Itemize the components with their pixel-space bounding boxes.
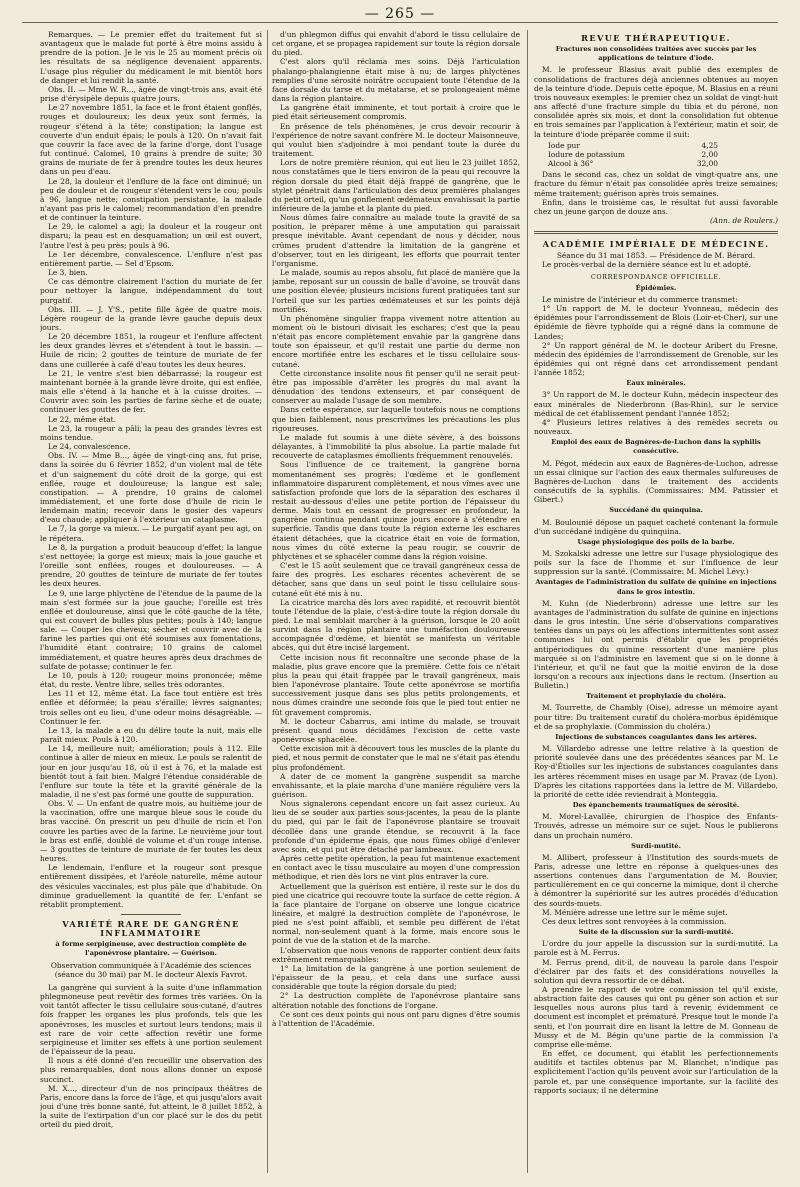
paragraph: Un phénomène singulier frappa vivement notre attention au moment où le bistouri divisait les eschares; c'est que la peau n'était pas encore complètement envahie par la gangrène dans toute son épaisseur, et qu'il restait une partie du derme non encore mortifiée entre les eschares et le tissu cellulaire sous-cutané. bbox=[272, 313, 520, 369]
paragraph: 1° Un rapport de M. le docteur Yvonneau, médecin des épidémies pour l'arrondissement de Blois (Loir-et-Cher), sur une épidémie de fièvre typhoïde qui a régné dans la commune de Landes; bbox=[534, 304, 778, 341]
paragraph: Le 27 novembre 1851, la face et le front étaient gonflés, rouges et douloureux; les deux yeux sont fermés, la rougeur s'étend à la tête; constipation; la langue est couverte d'un enduit épais; le pouls à 120. On n'avait fait que couvrir la face avec de la farine d'orge, dont l'usage fut continué. Calomel, 10 grains à prendre de suite; 30 grains de muriate de fer à prendre toutes les deux heures dans un peu d'eau. bbox=[40, 103, 262, 177]
paragraph: Les 11 et 12, même état. La face tout entière est très enflée et déformée; la peau s'éraille; lèvres saignantes; trois selles ont eu lieu, d'une odeur moins désagréable. — Continuer le fer. bbox=[40, 689, 262, 726]
paragraph: M. Tourrette, de Chambly (Oise), adresse un mémoire ayant pour titre: Du traitement curatif du choléra-morbus épidémique et de sa prophylaxie. (Commission du choléra.) bbox=[534, 703, 778, 731]
revue-title: REVUE THÉRAPEUTIQUE. bbox=[581, 33, 731, 43]
paragraph: M. Allibert, professeur à l'Institution des sourds-muets de Paris, adresse une lettre en réponse à quelques-unes des assertions contenues dans l'argumentation de M. Bouvier, particulièrement en ce qui concerne la mimique, dont il cherche à démontrer la supériorité sur les autres procédés d'éducation des sourds-muets. bbox=[534, 852, 778, 908]
paragraph: La gangrène qui survient à la suite d'une inflammation phlegmoneuse peut revêtir des formes très variées. On la voit tantôt affecter le tissu cellulaire sous-cutané, d'autres fois frapper les organes les plus profonds, tels que les aponévroses, les muscles et surtout leurs tendons; mais il est rare de voir cette affection revêtir une forme serpigineuse et limiter ses effets à une portion seulement de l'épaisseur de la peau. bbox=[40, 982, 262, 1057]
paragraph: Le 1er décembre, convalescence. L'enflure n'est pas entièrement partie. — Sel d'Epsom. bbox=[40, 249, 262, 268]
revue-subtitle: Fractures non consolidées traitées avec succès par les applications de teinture d'iode. bbox=[555, 45, 757, 63]
paragraph: C'est le 15 août seulement que ce travail gangréneux cessa de faire des progrès. Les eschares récentes achevèrent de se détacher, sans que dans un seul point le tissu cellulaire sous-cutané eût été mis à nu. bbox=[272, 561, 520, 598]
paragraph: La cicatrice marcha dès lors avec rapidité, et recouvrit bientôt toute l'étendue de la plaie, c'est-à-dire toute la région dorsale du pied. Le mal semblait marcher à la guérison, lorsque le 20 août survint dans la région plantaire une tuméfaction douloureuse accompagnée d'œdème, et bientôt se manifesta un véritable abcès, qui dut être incisé largement. bbox=[272, 597, 520, 653]
section-rule bbox=[121, 914, 181, 915]
paragraph: M. le professeur Blasius avait publié des exemples de consolidations de fractures déjà anciennes obtenues au moyen de la teinture d'iode. Depuis cette époque, M. Blasius en a réuni trois nouveaux exemples: le premier chez un soldat de vingt-huit ans affecté d'une fracture simple du tibia et du péroné, non consolidée après six mois, et dont la consolidation fut obtenue en trois semaines par l'application à l'extérieur, matin et soir, de la teinture d'iode préparée comme il suit: bbox=[534, 65, 778, 139]
paragraph: Remarques. — Le premier effet du traitement fut si avantageux que le malade fut porté à être moins assidu à prendre de la potion. Je le vis le 25 au moment précis où les résultats de sa négligence devenaient apparents. L'usage plus régulier du médicament le mit bientôt hors de danger et lui rendit la santé. bbox=[40, 30, 262, 85]
section-subtitle: à forme serpigineuse, avec destruction complète de l'aponévrose plantaire. — Guérison. bbox=[55, 940, 247, 958]
source-citation: (Ann. de Roulers.) bbox=[710, 215, 778, 225]
paragraph: Le 8, la purgation a produit beaucoup d'effet; la langue s'est nettoyée; la gorge est mieux; mais la joue gauche et l'oreille sont enflées, rouges et douloureuses. — A prendre, 20 gouttes de teinture de muriate de fer toutes les deux heures. bbox=[40, 542, 262, 589]
subsection-heading: Des épanchements traumatiques de sérosité. bbox=[572, 801, 740, 810]
column-right bbox=[534, 30, 778, 1173]
paragraph: M. Morel-Lavallée, chirurgien de l'hospice des Enfants-Trouvés, adresse un mémoire sur ce sujet. Nous le publierons dans un prochain numéro. bbox=[534, 812, 778, 840]
paragraph: M. Villardebo adresse une lettre relative à la question de priorité soulevée dans une des précédentes séances par M. Le Roy-d'Étiolles sur les injections de substances coagulantes dans les artères récemment mises en usage par M. Pravaz (de Lyon). D'après les citations rapportées dans la lettre de M. Villardebo, la priorité de cette idée reviendrait à Monteggia. bbox=[534, 744, 778, 799]
paragraph: 3° Un rapport de M. le docteur Kuhn, médecin inspecteur des eaux minérales de Niederbronn (Bas-Rhin), sur le service médical de cet établissement pendant l'année 1852; bbox=[534, 390, 778, 418]
paragraph: Le malade, soumis au repos absolu, fut placé de manière que la jambe, reposant sur un coussin de balle d'avoine, se trouvât dans une position élevée; plusieurs incisions furent pratiquées tant sur l'orteil que sur les parties œdémateuses et sur les points déjà mortifiés. bbox=[272, 268, 520, 314]
paragraph: Le 28, la douleur et l'enflure de la face ont diminué; un peu de douleur et de rougeur s'étendent vers le cou; pouls à 96, langue nette; constipation persistante, la malade n'ayant pas pris le calomel; recommandation d'en prendre et de continuer la teinture. bbox=[40, 176, 262, 223]
section-rule bbox=[534, 231, 778, 234]
paragraph: 2° La destruction complète de l'aponévrose plantaire sans altération notable des fonctions de l'organe. bbox=[272, 991, 520, 1010]
paragraph: Le 10, pouls à 120; rougeur moins prononcée; même état, du reste. Ventre libre, selles très odorantes. bbox=[40, 670, 262, 690]
paragraph: Le ministre de l'intérieur et du commerce transmet: bbox=[542, 294, 738, 304]
paragraph: Le 23, la rougeur a pâli; la peau des grandes lèvres est moins tendue. bbox=[40, 423, 262, 442]
paragraph: En présence de tels phénomènes, je crus devoir recourir à l'expérience de notre savant confrère M. le docteur Maisonneuve, qui voulut bien s'adjoindre à moi pendant toute la durée du traitement. bbox=[272, 121, 520, 159]
paragraph: Le malade fut soumis à une diète sévère, à des boissons délayantes, à l'immobilité la plus absolue. La partie malade fut recouverte de cataplasmes émollients fréquemment renouvelés. bbox=[272, 432, 520, 461]
subsection-heading: Traitement et prophylaxie du choléra. bbox=[586, 692, 726, 701]
paragraph: Le 7, la gorge va mieux. — Le purgatif ayant peu agi, on le répétera. bbox=[40, 524, 262, 543]
page-number: — 265 — bbox=[364, 6, 436, 22]
paragraph: M. Kuhn (de Niederbronn) adresse une lettre sur les avantages de l'administration du sulfate de quinine en injections dans le gros intestin. Une série d'observations comparatives tentées dans un pays où les affections intermittentes sont assez communes lui ont permis d'établir que les propriétés antipériodiques du quinine ressortent d'une manière plus marquée si on l'administre en lavement que si on le donne à l'intérieur, et qu'il ne faut que la moitié environ de la dose lorsqu'on a recours aux injections dans le rectum. (Insertion au Bulletin.) bbox=[534, 598, 778, 691]
paragraph: Obs. II. — Mme W. R..., âgée de vingt-trois ans, avait été prise d'érysipèle depuis quatre jours. bbox=[40, 84, 262, 104]
paragraph: Le 13, la malade a eu du délire toute la nuit, mais elle paraît mieux. Pouls à 120. bbox=[40, 725, 262, 745]
paragraph: Le 21, le ventre s'est bien débarrassé; la rougeur est maintenant bornée à la grande lèvre droite, qui est enflée, mais elle s'étend à la hanche et à la cuisse droites. — Couvrir avec soin les parties de farine sèche et de ouate; continuer les gouttes de fer. bbox=[40, 368, 262, 415]
paragraph: La gangrène était imminente, et tout portait à croire que le pied était sérieusement compromis. bbox=[272, 103, 520, 122]
subsection-heading: Eaux minérales. bbox=[626, 379, 686, 388]
paragraph: Sous l'influence de ce traitement, la gangrène borna momentanément ses progrès; l'œdème et le gonflement inflammatoire disparurent complètement, et nous vîmes avec une satisfaction profonde que lors de la séparation des eschares il restait au-dessous d'elles une petite portion de l'épaisseur du derme. Mais tout en cessant de progresser en profondeur, la gangrène continua pendant quinze jours encore à s'étendre en superficie. Tandis que dans toute la région externe les eschares étaient détachées, que la cicatrice était en voie de formation, nous vîmes du côté externe la peau rougir, se couvrir de phlyctènes et se sphacéler comme dans la région voisine. bbox=[272, 460, 520, 561]
paragraph: M. X..., directeur d'un de nos principaux théâtres de Paris, encore dans la force de l'âge, et qui jusqu'alors avait joui d'une très bonne santé, fut atteint, le 8 juillet 1852, à la suite de l'extirpation d'un cor placé sur le dos du petit orteil du pied droit, bbox=[40, 1083, 262, 1130]
paragraph: Lors de notre première réunion, qui eut lieu le 23 juillet 1852, nous constatâmes que le tiers environ de la peau qui recouvre la région dorsale du pied était déjà frappé de gangrène, que le stylet pénétrait dans l'articulation des deux premières phalanges du petit orteil, qu'un gonflement œdémateux envahissait la partie inférieure de la jambe et la plante du pied. bbox=[272, 158, 520, 213]
header-rule bbox=[22, 22, 778, 23]
paragraph: Le 9, une large phlyctène de l'étendue de la paume de la main s'est formée sur la joue gauche; l'oreille est très enflée et douloureuse, ainsi que le côté gauche de la tête, qui est couvert de bulles plus petites; pouls à 140; langue sale. — Couper les cheveux; sécher et couvrir avec de la farine les parties qui ont été soumises aux fomentations, l'humidité étant contraire; 10 grains de calomel immédiatement, et quatre heures après deux drachmes de sulfate de potasse; continuer le fer. bbox=[40, 588, 262, 671]
academy-title: ACADÉMIE IMPÉRIALE DE MÉDECINE. bbox=[542, 239, 770, 250]
paragraph: Actuellement que la guérison est entière, il reste sur le dos du pied une cicatrice qui recouvre toute la surface de cette région. A la face plantaire de l'organe on observe une longue cicatrice linéaire, et malgré la destruction complète de l'aponévrose, le pied ne s'est point affaibli, et semble peu différent de l'état normal, non-seulement quant à la forme, mais encore sous le point de vue de la station et de la marche. bbox=[272, 881, 520, 946]
paragraph: Cette excision mit à découvert tous les muscles de la plante du pied, et nous permit de constater que le mal ne s'était pas étendu plus profondément. bbox=[272, 744, 520, 772]
paragraph: M. Ménière adresse une lettre sur le même sujet. bbox=[542, 907, 728, 917]
formula-row: Alcool à 36° 32,00 bbox=[548, 159, 718, 169]
column-divider-1 bbox=[267, 30, 268, 1173]
formula bbox=[548, 141, 778, 168]
paragraph: Il nous a été donné d'en recueillir une observation des plus remarquables, dont nous allons donner un exposé succinct. bbox=[40, 1056, 262, 1084]
paragraph: Le 22, même état. bbox=[48, 414, 116, 424]
paragraph: L'observation que nous venons de rapporter contient deux faits extrêmement remarquables: bbox=[272, 945, 520, 964]
paragraph: M. Ferrus prend, dit-il, de nouveau la parole dans l'espoir d'éclairer par des faits et des considérations nouvelles la solution qui devra ressortir de ce débat. bbox=[534, 957, 778, 985]
subsection-heading: Surdi-mutité. bbox=[631, 841, 681, 850]
paragraph: Le 14, meilleure nuit; amélioration; pouls à 112. Elle continue à aller de mieux en mieux. Le pouls se ralentit de jour en jour jusqu'au 18, où il est à 76, et la malade est bientôt tout à fait bien. Malgré l'étendue considérable de l'enflure sur toute la tête et la gravité générale de la maladie, il ne s'est pas formé une goutte de suppuration. bbox=[40, 744, 262, 799]
paragraph: Ce cas démontre clairement l'action du muriate de fer pour nettoyer la langue, indépendamment du tout purgatif. bbox=[40, 277, 262, 305]
paragraph: Le 24, convalescence. bbox=[48, 442, 131, 452]
subsection-heading: Suite de la discussion sur la surdi-mutité. bbox=[578, 928, 734, 937]
paragraph: Le 20 décembre 1851, la rougeur et l'enflure affectent les deux grandes lèvres et s'étendent à tout le bassin. — Huile de ricin; 2 gouttes de teinture de muriate de fer dans une cuillerée à café d'eau toutes les deux heures. bbox=[40, 332, 262, 369]
paragraph: Obs. III. — J. Y'S., petite fille âgée de quatre mois. Légère rougeur de la grande lèvre gauche depuis deux jours. bbox=[40, 304, 262, 332]
paragraph: En effet, ce document, qui établit les perfectionnements auditifs et tactiles obtenus par M. Blanchet, n'indique pas explicitement l'action qu'ils peuvent avoir sur l'articulation de la parole et, par une conséquence importante, sur la facilité des rapports sociaux; il ne détermine bbox=[534, 1049, 778, 1095]
paragraph: d'un phlegmon diffus qui envahit d'abord le tissu cellulaire de cet organe, et se propagea rapidement sur toute la région dorsale du pied. bbox=[272, 30, 520, 58]
paragraph: M. Szokalski adresse une lettre sur l'usage physiologique des poils sur la face de l'homme et sur l'influence de leur suppression sur la santé. (Commissaire: M. Michel Lévy.) bbox=[534, 548, 778, 577]
subsection-heading: Emploi des eaux de Bagnères-de-Luchon dans la syphilis consécutive. bbox=[551, 438, 761, 456]
paragraph: Le 3, bien. bbox=[48, 268, 88, 278]
section-attribution: Observation communiquée à l'Académie des sciences (séance du 30 mai) par M. le docteur Alexis Favrot. bbox=[50, 960, 252, 979]
session-line: Séance du 31 mai 1853. — Présidence de M. Bérard. bbox=[556, 251, 756, 261]
paragraph: 2° Un rapport général de M. le docteur Aribert du Fresne, médecin des épidémies de l'arrondissement de Grenoble, sur les épidémies qui ont régné dans cet arrondissement pendant l'année 1852; bbox=[534, 340, 778, 378]
paragraph: 1° La limitation de la gangrène à une portion seulement de l'épaisseur de la peau, et cela dans une surface aussi considérable que toute la région dorsale du pied; bbox=[272, 963, 520, 992]
paragraph: Après cette petite opération, la peau fut maintenue exactement en contact avec le tissu musculaire au moyen d'une compression méthodique, et rien dès lors ne vint plus entraver la cure. bbox=[272, 854, 520, 882]
paragraph: Cette incision nous fit reconnaître une seconde phase de la maladie, plus grave encore que la première. Cette fois ce n'était plus la peau qui était frappée par le travail gangréneux, mais bien l'aponévrose plantaire. Toute cette aponévrose se mortifia successivement jusque dans ses plus petits prolongements, et nous dûmes craindre une seconde fois que le pied tout entier ne fût gravement compromis. bbox=[272, 652, 520, 717]
paragraph: Dans cette espérance, sur laquelle toutefois nous ne comptions que bien faiblement, nous prescrivîmes les précautions les plus rigoureuses. bbox=[272, 405, 520, 433]
paragraph: A prendre le rapport de votre commission tel qu'il existe, abstraction faite des causes qui ont pu gêner son action et sur lesquelles nous aurons plus tard à revenir, évidemment ce document est incomplet et prématuré. Presque tout le monde l'a senti, et l'on pourrait dire en lisant la lettre de M. Gonneau de Mussy et de M. Bégin qu'une partie de la commission l'a comprise elle-même. bbox=[534, 985, 778, 1049]
paragraph: Cette circonstance insolite nous fit penser qu'il ne serait peut-être pas impossible d'arrêter les progrès du mal avant la dénudation des tendons extenseurs, et par conséquent de conserver au malade l'usage de son membre. bbox=[272, 368, 520, 406]
subsection-heading: Injections de substances coagulantes dans les artères. bbox=[555, 732, 757, 741]
paragraph: Nous dûmes faire connaître au malade toute la gravité de sa position, le préparer même à une amputation qui paraissait presque inévitable. Avant cependant de nous y décider, nous crûmes prudent d'attendre la limitation de la gangrène et d'observer, tout en les dirigeant, les efforts que pourrait tenter l'organisme. bbox=[272, 213, 520, 268]
column-left bbox=[40, 30, 262, 1173]
formula-row: Iode pur 4,25 bbox=[548, 140, 718, 150]
paragraph: 4° Plusieurs lettres relatives à des remèdes secrets ou nouveaux. bbox=[534, 417, 778, 437]
paragraph: M. Pégot, médecin aux eaux de Bagnères-de-Luchon, adresse un essai clinique sur l'action des eaux thermales sulfureuses de Bagnères-de-Luchon dans le traitement des accidents consécutifs de la syphilis. (Commissaires: MM. Patissier et Gibert.) bbox=[534, 458, 778, 505]
paragraph: Dans le second cas, chez un soldat de vingt-quatre ans, une fracture du fémur n'était pas consolidée après treize semaines; même traitement; guérison après trois semaines. bbox=[534, 170, 778, 198]
section-title: VARIÉTÉ RARE DE GANGRÈNE INFLAMMATOIRE bbox=[62, 919, 240, 939]
column-divider-2 bbox=[527, 30, 528, 1173]
column-middle bbox=[272, 30, 520, 1173]
paragraph: A dater de ce moment la gangrène suspendit sa marche envahissante, et la plaie marcha d'une manière régulière vers la guérison. bbox=[272, 771, 520, 799]
paragraph: M. le docteur Cabarrus, ami intime du malade, se trouvait présent quand nous décidâmes l'excision de cette vaste aponévrose sphacélée. bbox=[272, 716, 520, 745]
subsection-heading: Succédané du quinquina. bbox=[609, 506, 703, 515]
paragraph: Obs. IV. — Mme B..., âgée de vingt-cinq ans, fut prise, dans la soirée du 6 février 1852, d'un violent mal de tête et d'un saignement du côté droit de la gorge, qui est enflée, rouge et douloureuse; la langue est sale; constipation. — A prendre, 10 grains de calomel immédiatement, et une forte dose d'huile de ricin le lendemain matin; recevoir dans le gosier des vapeurs d'eau chaude; appliquer à l'extérieur un cataplasme. bbox=[40, 451, 262, 525]
paragraph: Obs. V. — Un enfant de quatre mois, au huitième jour de la vaccination, offre une marque bleue sous le coude du bras vacciné. On prescrit un peu d'huile de ricin et l'on couvre les parties avec de la farine. Le neuvième jour tout le bras est enflé, doublé de volume et d'un rouge intense. — 3 gouttes de teinture de muriate de fer toutes les deux heures. bbox=[40, 799, 262, 864]
subsection-heading: CORRESPONDANCE OFFICIELLE. bbox=[590, 272, 722, 281]
paragraph: Le lendemain, l'enflure et la rougeur sont presque entièrement dissipées, et l'aréole naturelle, même autour des vésicules vaccinales, est plus pâle que d'habitude. On diminue graduellement la quantité de fer. L'enfant se rétablit promptement. bbox=[40, 863, 262, 909]
paragraph: Le 29, le calomel a agi; la douleur et la rougeur ont disparu; la peau est en desquamation; un œil est ouvert, l'autre l'est à peu près; pouls à 96. bbox=[40, 222, 262, 250]
paragraph: Enfin, dans le troisième cas, le résultat fut aussi favorable chez un jeune garçon de douze ans. bbox=[534, 197, 778, 216]
formula-row: Iodure de potassium 2,00 bbox=[548, 149, 718, 159]
subsection-heading: Avantages de l'administration du sulfate de quinine en injections dans le gros intestin. bbox=[535, 578, 777, 596]
paragraph: M. Boulounié dépose un paquet cacheté contenant la formule d'un succédané indigène du quinquina. bbox=[534, 517, 778, 536]
paragraph: Le procès-verbal de la dernière séance est lu et adopté. bbox=[542, 260, 751, 270]
subsection-heading: Usage physiologique des poils de la barbe. bbox=[577, 537, 735, 546]
paragraph: Nous signalerons cependant encore un fait assez curieux. Au lieu de se souder aux parties sous-jacentes, la peau de la plante du pied, qui par le fait de l'aponévrose plantaire se trouvait décollée dans une grande étendue, se recouvrit à la face profonde d'un épiderme épais, que nous fûmes obligé d'enlever avec soin, et qui put être détaché par lambeaux. bbox=[272, 799, 520, 854]
paragraph: L'ordre du jour appelle la discussion sur la surdi-mutité. La parole est à M. Ferrus. bbox=[534, 939, 778, 958]
paragraph: Ces deux lettres sont renvoyées à la commission. bbox=[542, 916, 727, 926]
paragraph: Ce sont ces deux points qui nous ont paru dignes d'être soumis à l'attention de l'Académie. bbox=[272, 1009, 520, 1028]
subsection-heading: Épidémies. bbox=[635, 283, 677, 292]
paragraph: C'est alors qu'il réclama mes soins. Déjà l'articulation phalango-phalangienne était mise à nu; de larges phlyctènes remplies d'une sérosité noirâtre occupaient toute l'étendue de la face dorsale du tarse et du métatarse, et se prolongeaient même dans la région plantaire. bbox=[272, 57, 520, 104]
